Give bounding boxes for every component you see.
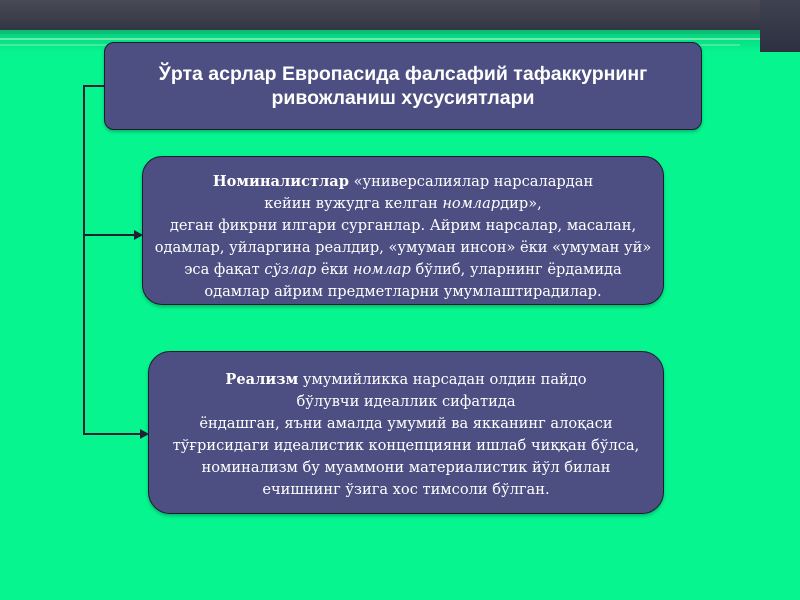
realism-term: Реализм [225, 371, 299, 388]
nominalism-line-5-italic-2: номлар [353, 261, 411, 278]
nominalism-line-5 [143, 259, 663, 281]
nominalism-line-1 [143, 171, 663, 193]
nominalism-line-5-c: бўлиб, уларнинг ёрдамида [410, 261, 622, 278]
realism-line-1-rest: умумийликка нарсадан олдин пайдо [298, 371, 587, 388]
nominalism-line-4: одамлар, уйларгина реалдир, «умуман инсон» ёки «умуман уй» [154, 239, 652, 256]
realism-line-3: ёндашган, яъни амалда умумий ва якканинг алоқаси [199, 415, 613, 432]
realism-line-1 [149, 369, 663, 391]
header-corner-block [760, 0, 800, 52]
connector-vertical [83, 85, 85, 435]
nominalism-line-6: одамлар айрим предметларни умумлаштирадилар. [204, 283, 602, 300]
nominalism-term: Номиналистлар [212, 173, 349, 190]
realism-text [149, 352, 663, 501]
nominalism-line-5-italic-1: сўзлар [264, 261, 317, 278]
nominalism-text [143, 157, 663, 303]
realism-line-4: тўғрисидаги идеалистик концепцияни ишлаб чиққан бўлса, [172, 437, 640, 454]
title-line-1: Ўрта асрлар Европасида фалсафий тафаккурнинг [158, 63, 648, 85]
connector-branch-1 [83, 234, 135, 236]
nominalism-line-3: деган фикрни илгари сурганлар. Айрим нарсалар, масалан, [169, 217, 637, 234]
nominalism-box [142, 156, 664, 305]
nominalism-line-2-tail: дир», [500, 195, 542, 212]
diagram-title [133, 62, 673, 110]
decorative-line [0, 38, 760, 40]
realism-box [148, 351, 664, 514]
nominalism-line-2-text: кейин вужудга келган [264, 195, 443, 212]
nominalism-line-5-a: эса фақат [184, 261, 265, 278]
title-box [104, 42, 702, 130]
nominalism-line-5-b: ёки [316, 261, 354, 278]
header-band [0, 0, 800, 34]
connector-top [83, 85, 105, 87]
nominalism-line-2 [143, 193, 663, 215]
nominalism-line-1-rest: «универсалиялар нарсалардан [348, 173, 594, 190]
title-line-2: ривожланиш хусусиятлари [271, 87, 535, 109]
realism-line-2: бўлувчи идеаллик сифатида [296, 393, 516, 410]
nominalism-line-2-italic: номлар [442, 195, 501, 212]
realism-line-5: номинализм бу муаммони материалистик йўл билан [201, 459, 611, 476]
realism-line-6: ечишнинг ўзига хос тимсоли бўлган. [262, 481, 550, 498]
connector-branch-2 [83, 433, 141, 435]
